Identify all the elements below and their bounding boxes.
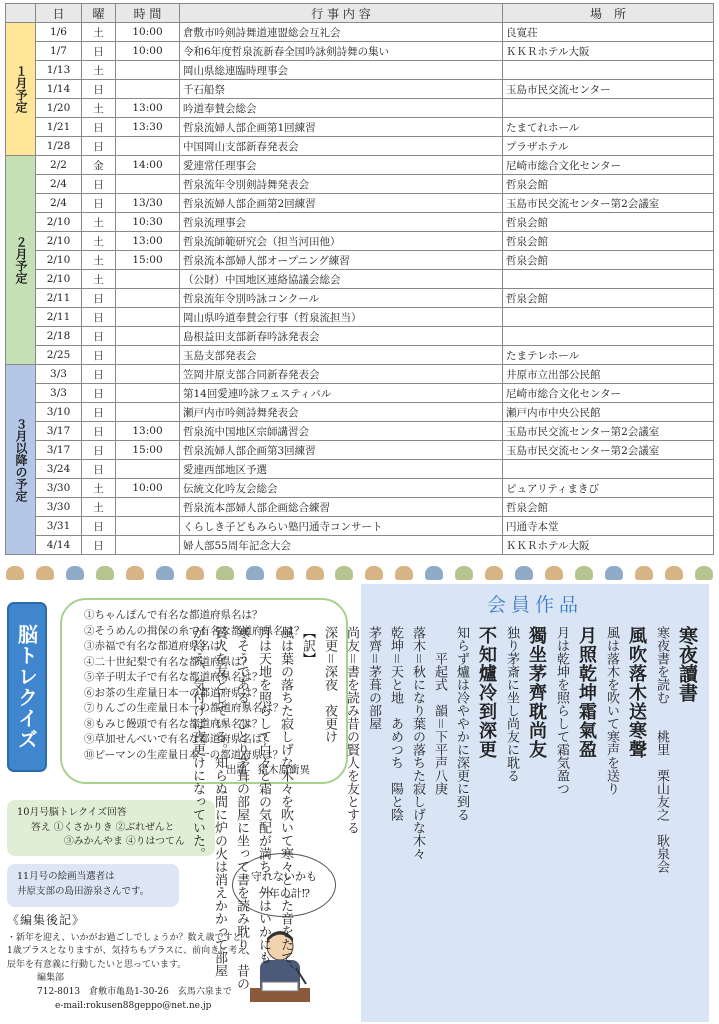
member-works-title: 会員作品 [486,594,583,616]
table-cell: 2/18 [36,327,82,346]
table-row [6,42,714,61]
poem-column: 寒夜讀書 [676,626,698,702]
editor-line: ・新年を迎え、いかがお過ごしでしょうか？数え歳ですと [7,932,242,943]
table-cell: 日 [82,175,116,194]
table-cell: 良寛荘 [503,23,714,42]
table-cell [116,327,180,346]
table-cell: 日 [82,346,116,365]
table-row [6,536,714,555]
table-cell: くらしき子どもみらい塾円通寺コンサート [180,517,503,536]
table-cell: 土 [82,99,116,118]
table-row [6,346,714,365]
table-cell: 2/11 [36,308,82,327]
editor-line: 辰年を有意義に行動したいと思っています。 [7,959,187,970]
poem-column: 月照乾坤霜氣盈 [576,626,597,759]
table-cell: 哲泉流本部婦人部オープニング練習 [180,251,503,270]
table-cell: 13:00 [116,99,180,118]
table-cell: 日 [82,137,116,156]
table-cell: 愛連西部地区予選 [180,460,503,479]
table-cell: 哲泉流年令別剣詩舞発表会 [180,175,503,194]
table-cell [116,536,180,555]
quiz-question: ⑥お茶の生産量日本一の都道府県は？ [84,686,263,699]
table-cell: 14:00 [116,156,180,175]
table-cell: 土 [82,270,116,289]
winner-line: 11月号の絵画当選者は [17,871,115,882]
table-cell: 10:00 [116,42,180,61]
poem-column: 落木＝秋になり葉の落ちた寂しげな木々 [410,626,425,861]
table-row [6,137,714,156]
quiz-question: ④二十世紀梨で有名な都道府県は？ [84,655,252,668]
table-cell: 日 [82,517,116,536]
answer-line: 答え ①くさかりき ②ぶれぜんと [31,821,175,833]
table-cell: 日 [82,365,116,384]
table-cell: 日 [82,460,116,479]
table-cell: 2/4 [36,175,82,194]
table-cell: 2/10 [36,213,82,232]
table-cell: 円通寺本堂 [503,517,714,536]
table-cell: 玉島市民交流センター第2会議室 [503,194,714,213]
table-cell: 千石船祭 [180,80,503,99]
table-cell: 金 [82,156,116,175]
table-cell: 13:00 [116,232,180,251]
column-header: 日 [36,4,82,23]
column-header: 曜 [82,4,116,23]
table-cell: 日 [82,403,116,422]
table-cell: 1/20 [36,99,82,118]
table-cell [116,61,180,80]
table-cell: 3/3 [36,384,82,403]
table-cell: 3/3 [36,365,82,384]
table-cell: 1/28 [36,137,82,156]
table-cell: 岡山県吟道奉賛会行事（哲泉流担当） [180,308,503,327]
table-cell: 日 [82,327,116,346]
table-cell: 13:30 [116,118,180,137]
table-cell: 3/24 [36,460,82,479]
table-cell: 3/30 [36,498,82,517]
poem-columns [187,624,701,1014]
table-cell: 2/11 [36,289,82,308]
answer-line: ③みかんやま ④りはつてん [64,836,185,847]
table-cell: 15:00 [116,251,180,270]
table-cell [116,270,180,289]
table-row [6,80,714,99]
table-cell: ＫＫＲホテル大阪 [503,536,714,555]
table-cell: 土 [82,61,116,80]
table-cell: 玉島市民交流センター第2会議室 [503,422,714,441]
table-row [6,441,714,460]
table-cell: たまてれホール [503,118,714,137]
poem-column: 知らず爐は冷ややかに深更に到る [454,626,469,821]
category-label: ２月予定 [6,156,36,365]
table-cell: 1/7 [36,42,82,61]
table-cell: 玉島市民交流センター [503,80,714,99]
table-cell: 吟道奉賛会総会 [180,99,503,118]
table-row [6,460,714,479]
quiz-author: 出題 猪木原衝異 [226,764,310,776]
table-row [6,156,714,175]
editor-line: 1歳プラスとなりますが、気持ちもプラスに、前向きに考え [7,946,247,957]
table-row [6,251,714,270]
table-cell: 土 [82,213,116,232]
table-cell: 4/14 [36,536,82,555]
table-cell: 哲泉流婦人部企画第3回練習 [180,441,503,460]
editor-email: e-mail:rokusen88geppo@net.ne.jp [55,1000,212,1011]
column-header: 場 所 [503,4,714,23]
table-cell: 岡山県総連臨時理事会 [180,61,503,80]
winner-line: 井原支部の島田游泉さんです。 [17,886,150,897]
table-cell [116,175,180,194]
poem-column: 茅齊＝茅葺の部屋 [366,626,381,731]
poem-column: 風吹落木送寒聲 [626,626,647,759]
table-cell: 哲泉流師範研究会（担当河田他） [180,232,503,251]
table-row [6,422,714,441]
table-cell: 伝統文化吟友会総会 [180,479,503,498]
table-cell [116,289,180,308]
category-header [6,4,36,23]
table-row [6,118,714,137]
category-label: １月予定 [6,23,36,156]
quiz-question: ⑩ピーマンの生産量日本一の都道府県は？ [84,748,284,761]
editor-address: 712-8013 倉敷市亀島1-30-26 玄馬六泉まで [37,986,232,997]
poem-column: 平起式 韻＝下平声八庚 [432,626,447,796]
table-row [6,365,714,384]
poem-column: 月は乾坤を照らして霜気盈つ [554,626,569,795]
quiz-question: ②そうめんの揖保の糸で有名な都道府県名は？ [84,624,305,637]
table-cell: 日 [82,308,116,327]
table-cell: 土 [82,498,116,517]
table-cell: 2/10 [36,251,82,270]
table-cell: 15:00 [116,441,180,460]
winner-box [7,864,179,907]
table-cell [116,80,180,99]
table-cell: 第14回愛連吟詠フェスティバル [180,384,503,403]
table-cell: 尼崎市総合文化センター [503,156,714,175]
table-cell: 土 [82,232,116,251]
poem-column: 不知爐冷到深更 [476,626,497,759]
poem-column: 月は天地を照らして白々と霜の気配が満ち、外はいかにも [256,626,271,964]
table-cell: 10:00 [116,479,180,498]
table-cell: 日 [82,80,116,99]
poem-column: 尚友＝書を読み昔の賢人を友とする [344,626,359,835]
table-cell: 1/21 [36,118,82,137]
poem-column: 寒夜書を読む 桃里 栗山友之 耿泉会 [654,626,669,873]
table-cell: 哲泉会館 [503,251,714,270]
table-cell: 島根益田支部新春吟詠発表会 [180,327,503,346]
table-cell: 哲泉流婦人部企画第2回練習 [180,194,503,213]
table-cell: 日 [82,289,116,308]
table-cell: 日 [82,384,116,403]
table-cell [116,365,180,384]
table-cell: 玉島市民交流センター第2会議室 [503,441,714,460]
table-cell: 1/13 [36,61,82,80]
table-cell [116,346,180,365]
table-cell: 婦人部55周年記念大会 [180,536,503,555]
table-cell: 1/14 [36,80,82,99]
table-cell [116,308,180,327]
table-cell: 哲泉流本部婦人部企画総合練習 [180,498,503,517]
table-cell: 土 [82,251,116,270]
table-cell: 日 [82,118,116,137]
poem-column: 寒そうである。ひとり茅葺の部屋に坐って書を読み耽り、昔の [234,626,249,990]
table-cell: 中国岡山支部新春発表会 [180,137,503,156]
table-cell [503,460,714,479]
quiz-question: ⑨草加せんべいで有名な都道府県名は？ [84,733,273,745]
table-cell: （公財）中国地区連絡協議会総会 [180,270,503,289]
table-cell: 哲泉流年令別吟詠コンクール [180,289,503,308]
table-cell: ピュアリティまきび [503,479,714,498]
table-cell: 尼崎市総合文化センター [503,384,714,403]
table-cell: 13:00 [116,422,180,441]
table-cell: 愛連常任理事会 [180,156,503,175]
table-cell: プラザホテル [503,137,714,156]
schedule-header-row [6,4,714,23]
quiz-title: 脳トレクイズ [7,602,47,772]
table-cell [116,137,180,156]
table-cell: 瀬戸内市吟剣詩舞発表会 [180,403,503,422]
table-cell: 2/10 [36,232,82,251]
table-cell [503,308,714,327]
table-row [6,327,714,346]
poem-column: 賢人を友としている。知らぬ間に炉の火は消えかかって部屋 [212,626,227,977]
table-cell [503,61,714,80]
table-row [6,403,714,422]
table-cell: 3/17 [36,441,82,460]
editor-title: 《編集後記》 [7,913,86,927]
answer-title: 10月号脳トレクイズ回答 [17,807,127,818]
quiz-question: ③赤福で有名な都道府県名は？ [84,640,231,652]
table-row [6,213,714,232]
table-cell: 哲泉会館 [503,213,714,232]
poem-column: 風は葉の落ちた寂しげな木々を吹いて寒々とした音をたて、 [278,626,293,977]
table-cell: 日 [82,441,116,460]
table-cell: 日 [82,422,116,441]
table-cell: 哲泉流理事会 [180,213,503,232]
table-row [6,384,714,403]
table-cell: 哲泉流中国地区宗師講習会 [180,422,503,441]
table-cell: 笠岡井原支部合同新春発表会 [180,365,503,384]
column-header: 時 間 [116,4,180,23]
table-cell: 1/6 [36,23,82,42]
table-cell: たまテレホール [503,346,714,365]
table-cell: 日 [82,42,116,61]
table-row [6,289,714,308]
table-cell: 13/30 [116,194,180,213]
table-cell: 倉敷市吟剣詩舞道連盟総会互礼会 [180,23,503,42]
table-cell: 瀬戸内市中央公民館 [503,403,714,422]
poem-column: 乾坤＝天と地 あめつち 陽と陰 [388,626,403,822]
table-cell: 哲泉会館 [503,498,714,517]
bubble-line: 守れないかも [251,870,317,883]
poem-column: 深更＝深夜 夜更け [322,626,337,744]
column-header: 行 事 内 容 [180,4,503,23]
table-cell: 3/17 [36,422,82,441]
table-cell: 3/10 [36,403,82,422]
table-row [6,479,714,498]
table-cell [116,517,180,536]
table-cell: 3/30 [36,479,82,498]
table-row [6,270,714,289]
table-cell: 土 [82,23,116,42]
poem-column: 風は落木を吹いて寒声を送り [604,626,619,795]
table-cell: 哲泉流婦人部企画第1回練習 [180,118,503,137]
answer-box [7,800,215,856]
bubble-line: 一年の計⁉ [257,887,311,900]
table-cell: 2/25 [36,346,82,365]
table-row [6,61,714,80]
poem-column: 独り茅斎に坐し尚友に耽る [504,626,519,782]
table-cell [116,460,180,479]
table-cell: 2/4 [36,194,82,213]
quiz-question: ⑤辛子明太子で有名な都道府県名は？ [84,671,263,683]
table-cell [503,270,714,289]
table-cell: 2/10 [36,270,82,289]
table-cell: 玉島支部発表会 [180,346,503,365]
table-cell: 日 [82,194,116,213]
table-row [6,99,714,118]
table-cell: 3/31 [36,517,82,536]
table-cell [503,327,714,346]
category-label: ３月以降の予定 [6,365,36,555]
table-row [6,232,714,251]
table-cell [116,384,180,403]
poem-column: が冷え、気付けば夜更けになっていた。 [190,626,205,860]
table-row [6,175,714,194]
table-cell: 哲泉会館 [503,232,714,251]
poem-column: 【訳】 [300,626,315,665]
table-cell [503,99,714,118]
table-row [6,194,714,213]
decorative-border [0,562,719,584]
table-cell: 土 [82,479,116,498]
table-cell: 令和6年度哲泉流新春全国吟詠剣詩舞の集い [180,42,503,61]
table-cell: 哲泉会館 [503,175,714,194]
table-cell [116,498,180,517]
table-cell: 10:30 [116,213,180,232]
editor-dept: 編集部 [37,973,65,984]
quiz-question: ①ちゃんぽんで有名な都道府県名は？ [84,609,263,621]
table-row [6,23,714,42]
table-cell: ＫＫＲホテル大阪 [503,42,714,61]
poem-column: 獨坐茅齊耽尚友 [526,626,547,759]
table-row [6,517,714,536]
table-cell: 日 [82,536,116,555]
quiz-question: ⑦りんごの生産量日本一の都道府県名は？ [84,702,284,714]
schedule-table [5,3,714,555]
table-row [6,308,714,327]
table-cell [116,403,180,422]
table-cell: 10:00 [116,23,180,42]
table-row [6,498,714,517]
quiz-question: ⑧もみじ饅頭で有名な都道府県名は？ [84,717,263,730]
table-cell: 井原市立出部公民館 [503,365,714,384]
table-cell: 哲泉会館 [503,289,714,308]
table-cell: 2/2 [36,156,82,175]
